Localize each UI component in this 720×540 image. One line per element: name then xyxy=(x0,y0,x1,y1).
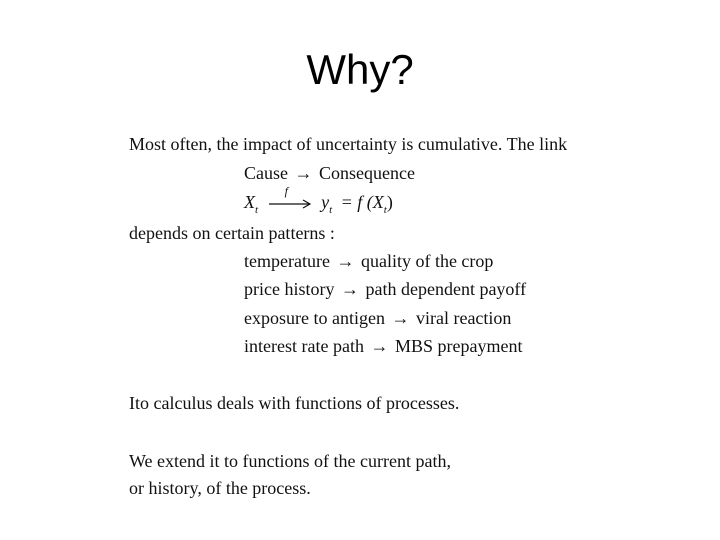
slide-title: Why? xyxy=(306,46,414,93)
ito-text: Ito calculus deals with functions of processes. xyxy=(129,393,460,413)
formula-inner-subscript: t xyxy=(383,204,387,216)
example-left: temperature xyxy=(244,251,330,271)
formula-line xyxy=(244,183,393,218)
example-right: path dependent payoff xyxy=(365,279,527,299)
cause-consequence-line xyxy=(244,162,415,184)
right-arrow-icon: → xyxy=(336,251,355,271)
example-left: exposure to antigen xyxy=(244,308,385,328)
extend-text-line2: or history, of the process. xyxy=(129,478,311,498)
long-arrow-icon xyxy=(269,183,313,215)
formula-y: y xyxy=(321,192,330,212)
depends-text: depends on certain patterns : xyxy=(129,223,335,243)
example-right: viral reaction xyxy=(415,308,512,328)
formula-y-subscript: t xyxy=(329,204,333,216)
example-right: quality of the crop xyxy=(360,251,494,271)
right-arrow-icon: → xyxy=(294,163,313,183)
formula-close-paren: ) xyxy=(386,192,393,212)
example-left: interest rate path xyxy=(244,336,364,356)
formula-function: = f (X xyxy=(340,192,384,212)
example-row xyxy=(244,307,511,329)
example-row xyxy=(244,335,522,357)
right-arrow-icon: → xyxy=(391,308,410,328)
extend-text-line1: We extend it to functions of the current path, xyxy=(129,451,451,471)
formula-x: X xyxy=(244,192,255,212)
intro-text: Most often, the impact of uncertainty is cumulative. The link xyxy=(129,134,568,154)
consequence-text: Consequence xyxy=(319,163,415,183)
right-arrow-icon: → xyxy=(370,336,389,356)
formula-x-subscript: t xyxy=(255,204,259,216)
right-arrow-icon: → xyxy=(340,279,359,299)
example-left: price history xyxy=(244,279,335,299)
formula-f-label: f xyxy=(284,183,288,198)
example-row xyxy=(244,250,493,272)
example-row xyxy=(244,278,526,300)
cause-text: Cause xyxy=(244,163,288,183)
example-right: MBS prepayment xyxy=(394,336,523,356)
